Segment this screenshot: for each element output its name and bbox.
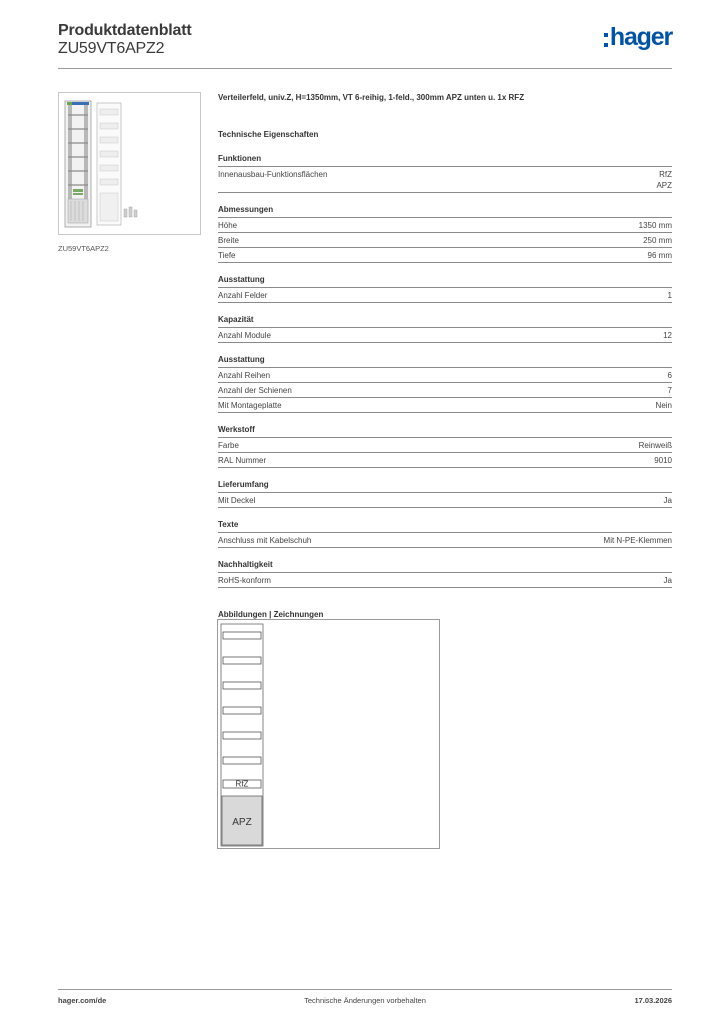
section-texte — [218, 519, 672, 548]
footer-date: 17.03.2026 — [634, 996, 672, 1005]
property-label: Breite — [218, 236, 239, 245]
footer-divider — [58, 989, 672, 990]
section-title: Kapazität — [218, 314, 672, 328]
apz-label: APZ — [232, 817, 252, 828]
property-value: Reinweiß — [638, 441, 672, 450]
property-label: Anzahl der Schienen — [218, 386, 292, 395]
footer-disclaimer: Technische Änderungen vorbehalten — [304, 996, 426, 1005]
section-title: Nachhaltigkeit — [218, 559, 672, 573]
property-value: Mit N-PE-Klemmen — [603, 536, 672, 545]
property-row — [218, 493, 672, 508]
property-value — [656, 169, 672, 191]
section-title: Texte — [218, 519, 672, 533]
section-werkstoff — [218, 424, 672, 468]
logo-text: hager — [609, 23, 672, 51]
technical-properties-heading: Technische Eigenschaften — [218, 130, 319, 139]
section-title: Werkstoff — [218, 424, 672, 438]
property-label: Innenausbau-Funktionsflächen — [218, 170, 328, 179]
section-nachhaltigkeit — [218, 559, 672, 588]
property-label: RAL Nummer — [218, 456, 267, 465]
property-value: 250 mm — [643, 236, 672, 245]
section-kapazitaet — [218, 314, 672, 343]
main-content — [218, 92, 672, 622]
property-label: Anschluss mit Kabelschuh — [218, 536, 312, 545]
product-code-title: ZU59VT6APZ2 — [58, 40, 165, 57]
property-label: Tiefe — [218, 251, 236, 260]
figures-heading: Abbildungen | Zeichnungen — [218, 610, 324, 619]
property-row — [218, 248, 672, 263]
product-description: Verteilerfeld, univ.Z, H=1350mm, VT 6-reihig, 1-feld., 300mm APZ unten u. 1x RFZ — [218, 93, 525, 102]
property-row — [218, 218, 672, 233]
rfz-label: RfZ — [235, 779, 249, 789]
property-row — [218, 438, 672, 453]
hager-logo — [604, 24, 672, 50]
section-title: Ausstattung — [218, 274, 672, 288]
property-value-line: RfZ — [659, 170, 672, 179]
footer-website: hager.com/de — [58, 996, 107, 1005]
section-ausstattung-2 — [218, 354, 672, 413]
section-title: Abmessungen — [218, 204, 672, 218]
section-abmessungen — [218, 204, 672, 263]
property-label: Farbe — [218, 441, 239, 450]
property-row — [218, 328, 672, 343]
property-label: Mit Montageplatte — [218, 401, 282, 410]
property-label: Anzahl Felder — [218, 291, 268, 300]
property-row — [218, 453, 672, 468]
technical-drawing — [217, 619, 440, 849]
section-title: Funktionen — [218, 153, 672, 167]
section-title: Lieferumfang — [218, 479, 672, 493]
section-lieferumfang — [218, 479, 672, 508]
property-value: 7 — [667, 386, 672, 395]
product-image-caption: ZU59VT6APZ2 — [58, 244, 109, 253]
property-value: 1350 mm — [638, 221, 672, 230]
property-value: 9010 — [654, 456, 672, 465]
property-row — [218, 167, 672, 193]
property-row — [218, 383, 672, 398]
property-label: Höhe — [218, 221, 238, 230]
property-value: 1 — [667, 291, 672, 300]
property-row — [218, 368, 672, 383]
property-value: 6 — [667, 371, 672, 380]
property-label: Anzahl Reihen — [218, 371, 271, 380]
property-row — [218, 288, 672, 303]
section-title: Ausstattung — [218, 354, 672, 368]
document-title: Produktdatenblatt — [58, 22, 192, 39]
property-label: Anzahl Module — [218, 331, 271, 340]
property-row — [218, 398, 672, 413]
page-header — [58, 18, 672, 68]
property-label: RoHS-konform — [218, 576, 271, 585]
property-value: Ja — [663, 576, 672, 585]
property-value: 12 — [663, 331, 672, 340]
property-row — [218, 533, 672, 548]
header-divider — [58, 68, 672, 69]
section-ausstattung — [218, 274, 672, 303]
logo-dots-icon — [604, 33, 608, 47]
section-funktionen — [218, 153, 672, 193]
property-row — [218, 573, 672, 588]
property-label: Mit Deckel — [218, 496, 256, 505]
property-value-line: APZ — [656, 181, 672, 190]
property-row — [218, 233, 672, 248]
property-value: Nein — [655, 401, 672, 410]
product-image — [58, 92, 201, 235]
property-value: Ja — [663, 496, 672, 505]
property-value: 96 mm — [647, 251, 672, 260]
